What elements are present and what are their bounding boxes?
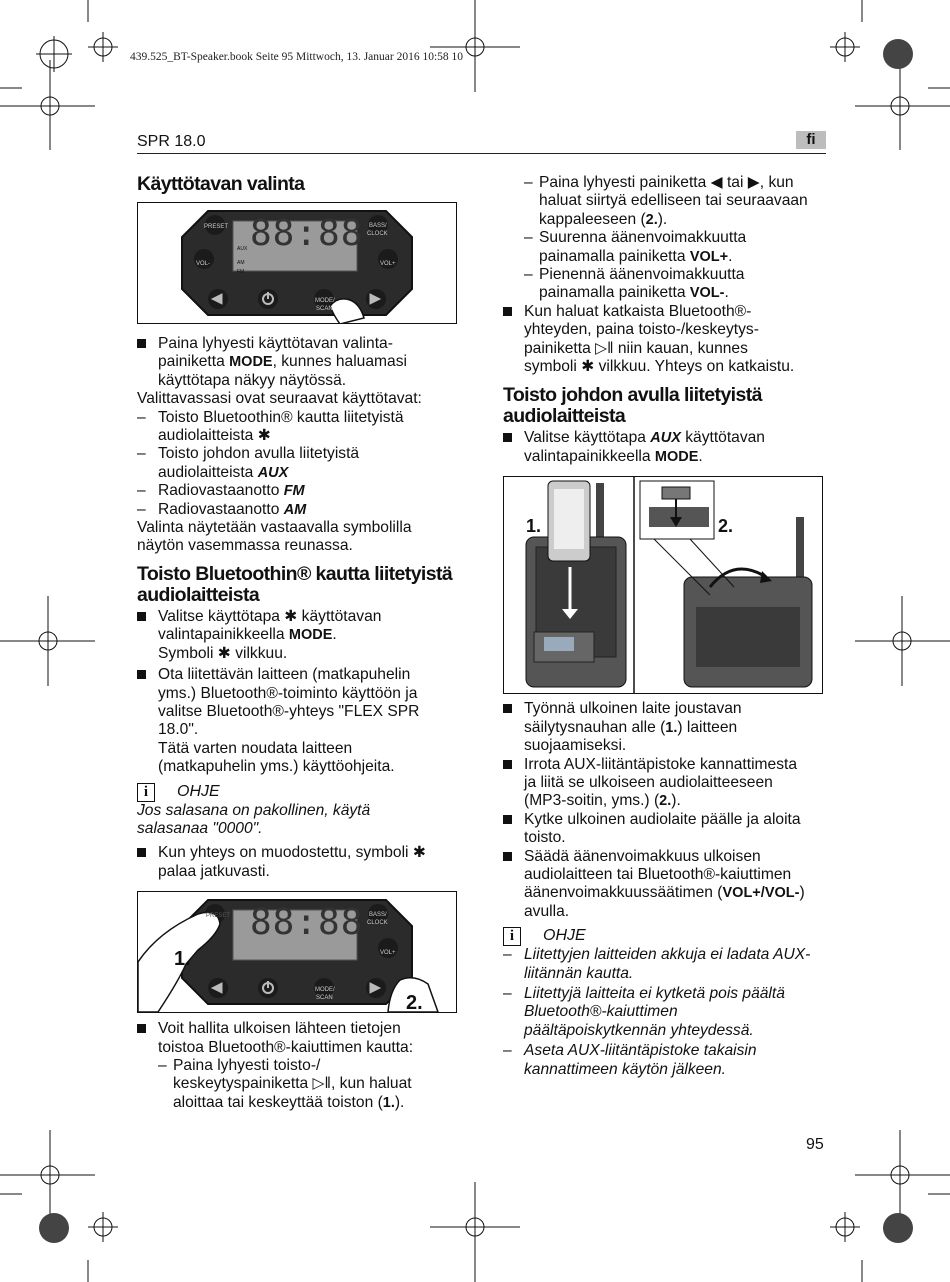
panel2-display-digits: 88:88 xyxy=(250,902,364,944)
panel2-label-preset: PRESET xyxy=(206,913,231,920)
instruction-device-manual: Tätä varten noudata laitteen (matkapuhelin yms.) käyttöohjeita. xyxy=(158,739,395,776)
panel2-label-clock: CLOCK xyxy=(367,920,388,927)
note-title: OHJE xyxy=(177,782,220,800)
instruction-symbol-blinks: Symboli ✱ vilkkuu. xyxy=(158,644,288,662)
left-column xyxy=(137,174,462,1112)
panel-label-fm: FM xyxy=(237,269,245,275)
note-title: OHJE xyxy=(543,927,586,945)
note-text: Jos salasana on pakollinen, käytä salasanaa "0000". xyxy=(137,801,371,837)
note-item-no-charging: – Liitettyjen laitteiden akkuja ei ladata AUX- liitännän kautta. xyxy=(503,946,811,982)
panel-label-aux: AUX xyxy=(237,246,248,252)
bluetooth-icon: ✱ xyxy=(581,358,595,376)
panel-label-clock: CLOCK xyxy=(367,231,388,237)
info-icon: i xyxy=(137,783,155,802)
header-rule xyxy=(137,153,826,154)
instruction-enable-bluetooth: Ota liitettävän laitteen (matkapuhelin yms.) Bluetooth®-toiminto käyttöön ja valitse Bluetooth®-yhteys "FLEX SPR 18.0". xyxy=(137,666,462,740)
panel-label-vol-minus: VOL- xyxy=(196,261,211,267)
figure-step-1: 1. xyxy=(526,516,542,537)
right-column xyxy=(503,174,833,1079)
panel-display-digits: 88:88 xyxy=(250,213,364,254)
subitem-volume-up: – Suurenna äänenvoimakkuutta painamalla painiketta VOL+. xyxy=(524,229,747,265)
aux-connection-figure xyxy=(503,476,823,694)
section-title-aux: Toisto johdon avulla liitetyistä audiolaitteista xyxy=(503,384,762,428)
instruction-select-bluetooth: Valitse käyttötapa ✱ käyttötavan valintapainikkeella MODE. xyxy=(137,608,462,645)
panel-label-scan: SCAN xyxy=(316,306,333,312)
panel-label-vol-plus: VOL+ xyxy=(380,261,396,267)
panel-label-preset: PRESET xyxy=(204,224,229,230)
page-number: 95 xyxy=(806,1136,824,1153)
mode-item-bluetooth: – Toisto Bluetoothin® kautta liitetyistä audiolaitteista ✱ xyxy=(137,408,404,445)
instruction-disconnect-bluetooth: Kun haluat katkaista Bluetooth®- yhteyden, paina toisto-/keskeytys- painiketta ▷ǁ niin kauan, kunnes symboli ✱ vilkkuu. Yhteys on katkaistu. xyxy=(503,303,833,377)
instruction-press-mode: Paina lyhyesti käyttötavan valinta- painiketta MODE, kunnes haluamasi käyttötapa näkyy näytössä. xyxy=(137,335,462,390)
paragraph-modes-intro: Valittavassasi ovat seuraavat käyttötavat: xyxy=(137,390,422,408)
subitem-volume-down: – Pienennä äänenvoimakkuutta painamalla painiketta VOL-. xyxy=(524,266,745,302)
step-marker-2: 2. xyxy=(406,992,423,1015)
print-header: 439.525_BT-Speaker.book Seite 95 Mittwoch, 13. Januar 2016 10:58 10 xyxy=(130,51,464,63)
bluetooth-icon: ✱ xyxy=(284,607,298,625)
panel2-label-vol-plus: VOL+ xyxy=(380,950,396,957)
bluetooth-icon: ✱ xyxy=(217,644,231,662)
panel-label-mode: MODE/ xyxy=(315,298,335,304)
instruction-connect-aux-plug: Irrota AUX-liitäntäpistoke kannattimesta ja liitä se ulkoiseen audiolaitteeseen (MP3-soitin, yms.) (2.). xyxy=(503,756,833,811)
mode-item-aux: – Toisto johdon avulla liitetyistä audiolaitteista AUX xyxy=(137,445,360,481)
bluetooth-icon: ✱ xyxy=(412,844,426,862)
figure-step-2: 2. xyxy=(718,516,734,537)
panel-label-bass: BASS/ xyxy=(369,223,387,229)
mode-item-fm: – Radiovastaanotto FM xyxy=(137,482,305,500)
play-pause-icon: ▷ǁ xyxy=(312,1075,331,1093)
section-title-bluetooth: Toisto Bluetoothin® kautta liitetyistä audiolaitteista xyxy=(137,562,453,606)
note-item-no-switch-off: – Liitettyjä laitteita ei kytketä pois päältä Bluetooth®-kaiuttimen päältäpoiskytkennän yhteydessä. xyxy=(503,984,785,1039)
note-item-return-plug: – Aseta AUX-liitäntäpistoke takaisin kannattimeen käytön jälkeen. xyxy=(503,1042,757,1078)
play-pause-icon: ▷ǁ xyxy=(595,339,614,357)
instruction-secure-device: Työnnä ulkoinen laite joustavan säilytysnauhan alle (1.) laitteen suojaamiseksi. xyxy=(503,700,833,755)
panel2-label-mode: MODE/ xyxy=(315,987,335,994)
subitem-play-pause: – Paina lyhyesti toisto-/ keskeytyspainiketta ▷ǁ, kun haluat aloittaa tai keskeyttää toiston (1.). xyxy=(158,1056,412,1111)
step-marker-1: 1. xyxy=(174,948,191,971)
panel-label-am: AM xyxy=(237,260,245,266)
note-box-aux xyxy=(503,927,833,1079)
instruction-adjust-volume: Säädä äänenvoimakkuus ulkoisen audiolaitteen tai Bluetooth®-kaiuttimen äänenvoimakkuussäätimen (VOL+/VOL-) avulla. xyxy=(503,848,833,922)
panel2-label-bass: BASS/ xyxy=(369,912,387,919)
instruction-start-playback: Kytke ulkoinen audiolaite päälle ja aloita toisto. xyxy=(503,811,833,848)
note-box-password xyxy=(137,783,462,839)
arrow-right-icon: ▶ xyxy=(747,174,760,191)
instruction-connection-established: Kun yhteys on muodostettu, symboli ✱ palaa jatkuvasti. xyxy=(137,844,462,881)
running-header-model: SPR 18.0 xyxy=(137,133,206,150)
panel2-label-scan: SCAN xyxy=(316,995,333,1002)
language-tab: fi xyxy=(796,131,826,149)
control-panel-fingers-figure xyxy=(137,891,457,1013)
bluetooth-icon: ✱ xyxy=(257,427,271,445)
instruction-control-playback: Voit hallita ulkoisen lähteen tietojen toistoa Bluetooth®-kaiuttimen kautta: xyxy=(137,1020,462,1057)
subitem-skip-track: – Paina lyhyesti painiketta ◀ tai ▶, kun haluat siirtyä edelliseen tai seuraavaan kappaleeseen (2.). xyxy=(524,174,808,228)
arrow-left-icon: ◀ xyxy=(710,174,723,191)
info-icon: i xyxy=(503,927,521,946)
control-panel-figure xyxy=(137,202,457,324)
paragraph-display-symbol: Valinta näytetään vastaavalla symbolilla näytön vasemmassa reunassa. xyxy=(137,519,412,555)
mode-item-am: – Radiovastaanotto AM xyxy=(137,500,307,518)
instruction-select-aux: Valitse käyttötapa AUX käyttötavan valintapainikkeella MODE. xyxy=(503,429,833,466)
section-title-mode-select: Käyttötavan valinta xyxy=(137,173,305,195)
